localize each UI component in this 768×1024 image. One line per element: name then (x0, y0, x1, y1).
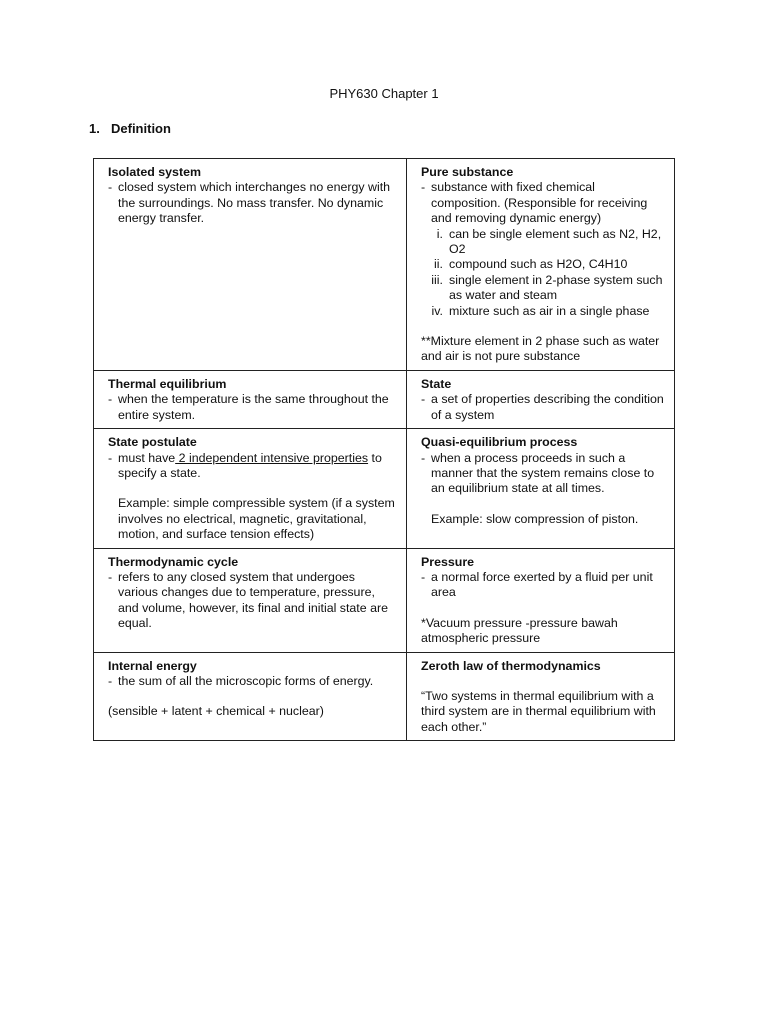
example-text: Example: simple compressible system (if a system involves no electrical, magnetic, gravitational, motion, and surface tension effects) (118, 496, 395, 542)
term-title: Zeroth law of thermodynamics (421, 658, 601, 673)
section-number: 1. (89, 121, 100, 136)
definition-text: the sum of all the microscopic forms of energy. (118, 673, 374, 688)
term-title: Isolated system (108, 165, 201, 179)
term-title: Pure substance (421, 165, 514, 179)
bullet-line: - refers to any closed system that undergoes various changes due to temperature, pressure, and volume, however, its final and initial state are equal. (108, 570, 398, 632)
definition-text: substance with fixed chemical composition. (Responsible for receiving and removing dynamic energy) (431, 180, 648, 226)
table-row (94, 159, 675, 371)
bullet-line: - a normal force exerted by a fluid per unit area (421, 570, 666, 601)
definition-text: a normal force exerted by a fluid per unit area (431, 569, 653, 600)
definition-cell (407, 429, 675, 548)
example-text: Example: slow compression of piston. (431, 511, 639, 526)
list-item: ii. compound such as H2O, C4H10 (434, 257, 628, 272)
table-row (94, 429, 675, 548)
bullet-line: - must have 2 independent intensive properties to specify a state. (108, 451, 398, 482)
bullet-line: - closed system which interchanges no energy with the surroundings. No mass transfer. No dynamic energy transfer. (108, 180, 398, 226)
definition-cell (407, 159, 675, 371)
table-row (94, 548, 675, 652)
definition-cell (94, 159, 407, 371)
bullet-line: - substance with fixed chemical composition. (Responsible for receiving and removing dynamic energy) (421, 180, 666, 226)
definition-text: must have 2 independent intensive properties to specify a state. (118, 450, 382, 480)
table-row (94, 652, 675, 741)
definition-cell (407, 548, 675, 652)
section-title: Definition (111, 121, 171, 136)
definition-text: closed system which interchanges no energy with the surroundings. No mass transfer. No dynamic energy transfer. (118, 180, 391, 226)
bullet-line: - a set of properties describing the condition of a system (421, 392, 666, 423)
section-heading (89, 121, 171, 136)
definition-text: when a process proceeds in such a manner that the system remains close to an equilibrium state at all times. (431, 450, 655, 496)
note-text: *Vacuum pressure -pressure bawah atmospheric pressure (421, 615, 618, 646)
definitions-table (93, 158, 675, 741)
term-title: Thermodynamic cycle (108, 554, 239, 569)
term-title: Internal energy (108, 658, 197, 673)
quote-text: “Two systems in thermal equilibrium with a third system are in thermal equilibrium with each other.” (421, 688, 656, 734)
underlined-text: 2 independent intensive properties (175, 450, 369, 465)
definition-text: when the temperature is the same throughout the entire system. (118, 392, 389, 422)
table-row (94, 370, 675, 428)
term-title: State postulate (108, 435, 197, 450)
definition-text: refers to any closed system that undergoes various changes due to temperature, pressure, and volume, however, its final and initial state are equal. (118, 569, 388, 631)
bullet-line: - when a process proceeds in such a manner that the system remains close to an equilibrium state at all times. (421, 451, 666, 497)
definition-cell (94, 370, 407, 428)
page-header: PHY630 Chapter 1 (329, 86, 439, 101)
definition-text: a set of properties describing the condition of a system (431, 392, 664, 422)
list-item: iii. single element in 2-phase system such as water and steam (431, 272, 663, 303)
term-title: Quasi-equilibrium process (421, 435, 578, 450)
bullet-line: - when the temperature is the same throughout the entire system. (108, 392, 398, 423)
note-text: (sensible + latent + chemical + nuclear) (108, 704, 324, 719)
term-title: State (421, 376, 452, 391)
term-title: Pressure (421, 554, 475, 569)
definition-cell (407, 370, 675, 428)
note-text: **Mixture element in 2 phase such as water and air is not pure substance (421, 334, 660, 364)
definition-cell (407, 652, 675, 741)
bullet-line: - the sum of all the microscopic forms of energy. (108, 674, 398, 689)
definition-cell (94, 548, 407, 652)
definition-cell (94, 652, 407, 741)
list-item: i. can be single element such as N2, H2, O2 (436, 226, 662, 257)
list-item: iv. mixture such as air in a single phase (431, 303, 650, 318)
term-title: Thermal equilibrium (108, 376, 227, 391)
definition-cell (94, 429, 407, 548)
